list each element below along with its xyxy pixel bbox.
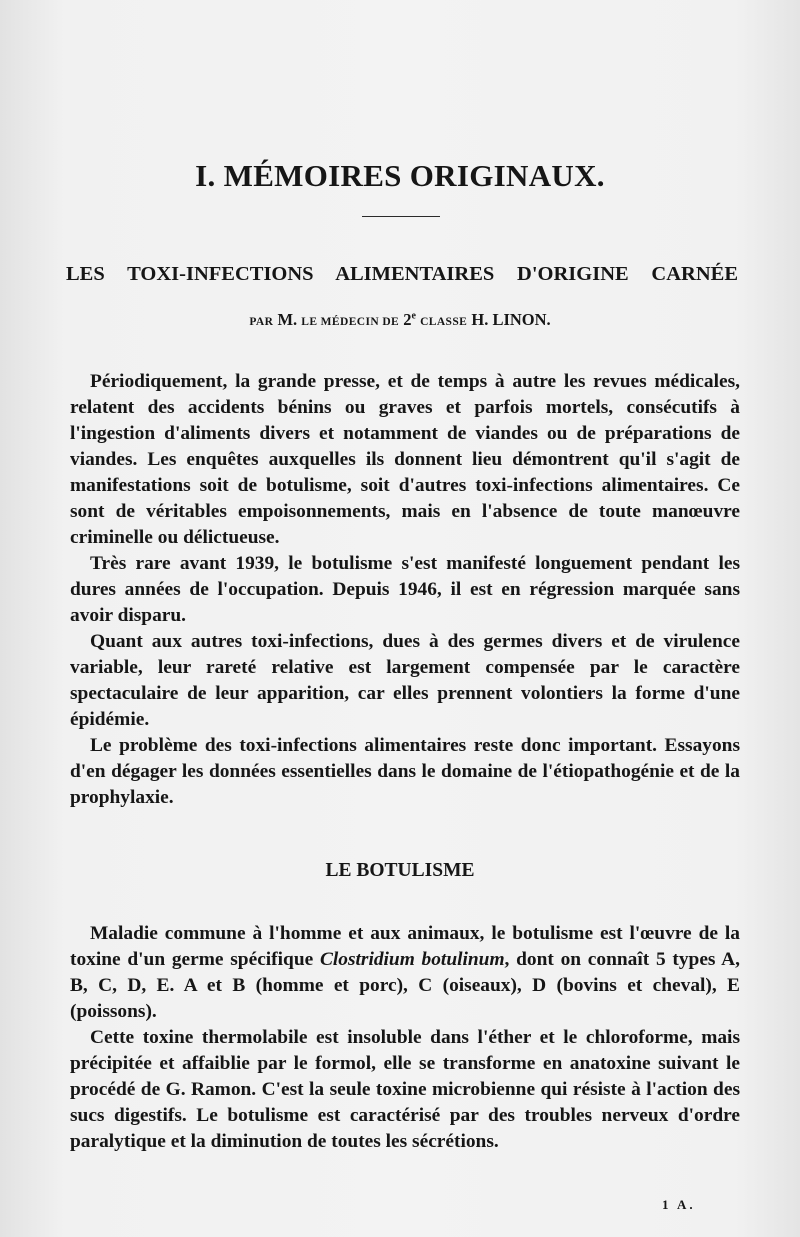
botulism-paragraph	[70, 921, 740, 1025]
subsection-title: LE BOTULISME	[325, 860, 475, 881]
intro-paragraph: Périodiquement, la grande presse, et de temps à autre les revues médicales, relatent des accidents bénins ou graves et parfois mortels, consécutifs à l'ingestion d'aliments divers et notamment de viandes ou de préparations de viandes. Les enquêtes auxquelles ils donnent lieu démontrent qu'il s'agit de manifestations soit de botulisme, soit d'autres toxi-infections alimentaires. Ce sont de véritables empoisonnements, mais en l'absence de toute manœuvre criminelle ou délictueuse.	[70, 371, 740, 548]
intro-section	[70, 369, 740, 811]
byline-rank-suffix: e	[411, 310, 416, 322]
botulism-section	[70, 921, 740, 1155]
byline-classe: CLASSE	[420, 316, 468, 328]
intro-paragraph: Le problème des toxi-infections alimentaires reste donc important. Essayons d'en dégager les données essentielles dans le domaine de l'étiopathogénie et de la prophylaxie.	[70, 735, 740, 808]
title-divider	[362, 216, 440, 217]
byline-author-prefix: M.	[277, 310, 298, 329]
section-title: I. MÉMOIRES ORIGINAUX.	[195, 158, 605, 193]
species-name: Clostridium botulinum	[319, 949, 505, 970]
botulism-text: , dont on connaît 5 types A, B, C, D, E. A et B (homme et porc), C (oiseaux), D (bovins et cheval), E (poissons).	[70, 949, 741, 1022]
byline-author-name: H. LINON.	[471, 310, 551, 329]
botulism-text: Maladie commune à l'homme et aux animaux, le botulisme est l'œuvre de la toxine d'un germe spécifique	[70, 923, 740, 970]
intro-paragraph: Quant aux autres toxi-infections, dues à des germes divers et de virulence variable, leur rareté relative est largement compensée par le caractère spectaculaire de leur apparition, car elles prennent volontiers la forme d'une épidémie.	[70, 631, 740, 730]
article-title: LES TOXI-INFECTIONS ALIMENTAIRES D'ORIGINE CARNÉE	[66, 263, 738, 285]
intro-paragraph: Très rare avant 1939, le botulisme s'est manifesté longuement pendant les dures années de l'occupation. Depuis 1946, il est en régression marquée sans avoir disparu.	[70, 553, 740, 626]
byline-par: PAR	[249, 316, 274, 328]
byline-rank-number: 2	[403, 310, 412, 329]
byline	[0, 310, 800, 330]
page-signature: 1 A.	[662, 1197, 696, 1212]
botulism-paragraph: Cette toxine thermolabile est insoluble dans l'éther et le chloroforme, mais précipitée et affaiblie par le formol, elle se transforme en anatoxine suivant le procédé de G. Ramon. C'est la seule toxine microbienne qui résiste à l'action des sucs digestifs. Le botulisme est caractérisé par des troubles nerveux d'ordre paralytique et la diminution de toutes les sécrétions.	[70, 1027, 740, 1152]
byline-rank	[403, 310, 416, 329]
byline-title: LE MÉDECIN DE	[301, 316, 400, 328]
